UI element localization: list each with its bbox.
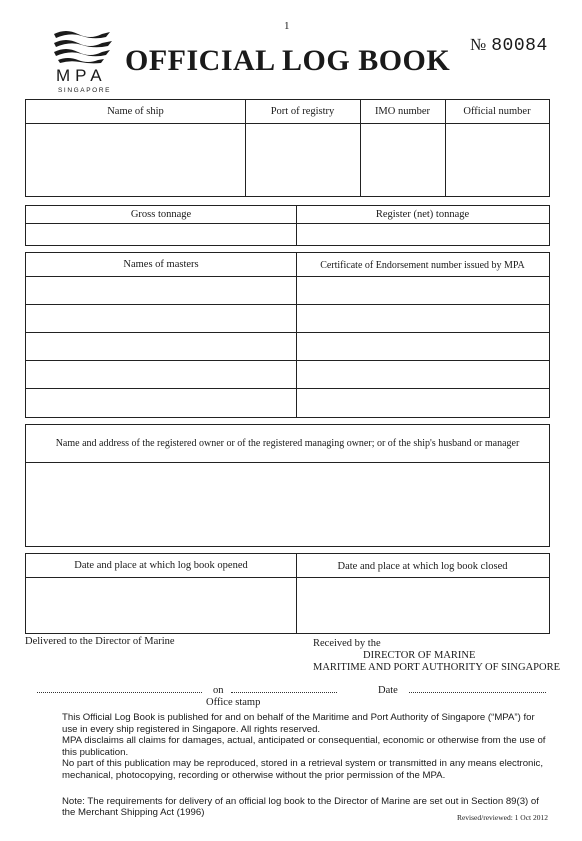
header-port-of-registry: Port of registry bbox=[270, 106, 335, 117]
master-name-field[interactable] bbox=[26, 277, 296, 304]
opened-field[interactable] bbox=[26, 578, 296, 633]
name-of-ship-field[interactable] bbox=[26, 124, 245, 196]
master-name-field[interactable] bbox=[26, 305, 296, 332]
header-owner: Name and address of the registered owner or of the registered managing owner; or of the ship's husband or manager bbox=[55, 438, 520, 449]
ship-details-table bbox=[25, 99, 550, 197]
logo-text: MPA bbox=[56, 66, 107, 85]
header-net-tonnage: Register (net) tonnage bbox=[375, 209, 470, 220]
serial-prefix: № bbox=[470, 35, 487, 54]
official-number-field[interactable] bbox=[446, 124, 549, 196]
notice-disclaimer: MPA disclaims all claims for damages, actual, anticipated or consequential, economic or otherwise from the use of this publication. bbox=[62, 735, 546, 758]
port-of-registry-field[interactable] bbox=[246, 124, 360, 196]
closed-field[interactable] bbox=[297, 578, 549, 633]
delivery-signature-line[interactable] bbox=[37, 692, 202, 693]
masters-table bbox=[25, 252, 550, 418]
master-name-field[interactable] bbox=[26, 361, 296, 388]
page-number: 1 bbox=[284, 20, 290, 32]
page-title: OFFICIAL LOG BOOK bbox=[125, 44, 451, 77]
certificate-number-field[interactable] bbox=[297, 361, 549, 388]
serial-number bbox=[470, 34, 548, 56]
notice-reproduction: No part of this publication may be reproduced, stored in a retrieval system or transmitted in any means electronic, mechanical, photocopying, recording or otherwise without the prior permission of the MPA. bbox=[62, 758, 543, 781]
header-names-of-masters: Names of masters bbox=[123, 259, 199, 270]
log-dates-table bbox=[25, 553, 550, 634]
owner-address-field[interactable] bbox=[26, 463, 549, 546]
notice-delivery-note: Note: The requirements for delivery of an official log book to the Director of Marine are set out in Section 89(3) of the Merchant Shipping Act (1996) bbox=[62, 795, 539, 819]
imo-number-field[interactable] bbox=[361, 124, 445, 196]
delivered-to-label: Delivered to the Director of Marine bbox=[25, 636, 175, 647]
header-certificate-number: Certificate of Endorsement number issued by MPA bbox=[320, 260, 525, 271]
certificate-number-field[interactable] bbox=[297, 305, 549, 332]
date-label: Date bbox=[378, 685, 398, 696]
logo-subtext: SINGAPORE bbox=[58, 87, 112, 94]
director-label: DIRECTOR OF MARINE bbox=[363, 650, 476, 661]
certificate-number-field[interactable] bbox=[297, 277, 549, 304]
mpa-logo bbox=[52, 28, 118, 96]
notice-copyright: This Official Log Book is published for and on behalf of the Maritime and Port Authority of Singapore (“MPA”) for use in every ship registered in Singapore. All rights reserved. bbox=[62, 712, 535, 735]
net-tonnage-field[interactable] bbox=[297, 224, 549, 245]
office-stamp-label: Office stamp bbox=[206, 697, 261, 708]
master-name-field[interactable] bbox=[26, 389, 296, 417]
header-official-number: Official number bbox=[463, 106, 531, 117]
received-date-line[interactable] bbox=[409, 692, 546, 693]
header-gross-tonnage: Gross tonnage bbox=[130, 209, 192, 220]
serial-value: 80084 bbox=[491, 36, 548, 56]
header-name-of-ship: Name of ship bbox=[107, 106, 164, 117]
delivery-date-line[interactable] bbox=[231, 692, 337, 693]
owner-section bbox=[25, 424, 550, 547]
header-closed: Date and place at which log book closed bbox=[337, 561, 508, 572]
tonnage-table bbox=[25, 205, 550, 246]
gross-tonnage-field[interactable] bbox=[26, 224, 296, 245]
authority-label: MARITIME AND PORT AUTHORITY OF SINGAPORE bbox=[313, 662, 561, 673]
master-name-field[interactable] bbox=[26, 333, 296, 360]
notice bbox=[62, 712, 550, 819]
header-imo-number: IMO number bbox=[374, 106, 431, 117]
mpa-wave-icon bbox=[52, 28, 118, 64]
received-by-label: Received by the bbox=[313, 638, 381, 649]
header-opened: Date and place at which log book opened bbox=[74, 560, 248, 571]
certificate-number-field[interactable] bbox=[297, 389, 549, 417]
certificate-number-field[interactable] bbox=[297, 333, 549, 360]
on-label: on bbox=[213, 685, 224, 696]
revised-date: Revised/reviewed: 1 Oct 2012 bbox=[456, 813, 548, 822]
